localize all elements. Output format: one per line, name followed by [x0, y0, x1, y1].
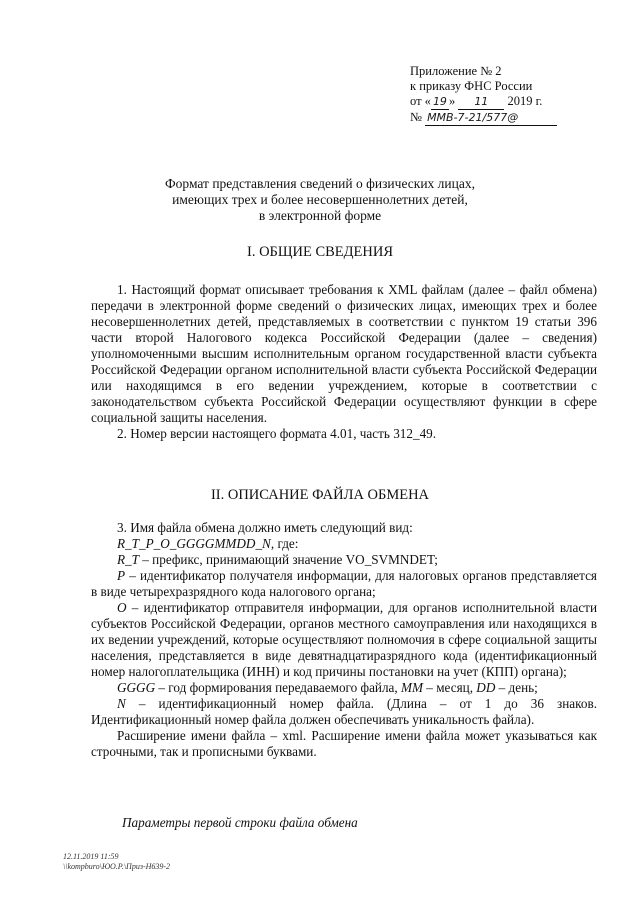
- appendix-number: № ММВ-7-21/577@: [410, 110, 557, 126]
- footer-timestamp: 12.11.2019 11:59: [63, 852, 119, 861]
- section-2-title: II. ОПИСАНИЕ ФАЙЛА ОБМЕНА: [210, 487, 430, 503]
- appendix-line2: к приказу ФНС России: [410, 79, 533, 93]
- params-heading: Параметры первой строки файла обмена: [122, 815, 358, 830]
- handwritten-day: 19: [432, 95, 447, 108]
- footer-path: \\kompburo\ЮО.Р.\Приз-Н639-2: [63, 862, 171, 871]
- paragraph-3: 3. Имя файла обмена должно иметь следующий вид:: [117, 520, 413, 535]
- file-name-pattern: R_T_P_O_GGGGMMDD_N, где:: [117, 536, 299, 551]
- section-1-title: I. ОБЩИЕ СВЕДЕНИЯ: [246, 244, 394, 260]
- handwritten-month: 11: [458, 94, 504, 110]
- appendix-date: от « 19 » 11 2019 г.: [410, 94, 543, 108]
- o-definition: O – идентификатор отправителя информации, для органов исполнительной власти субъектов Российской Федерации, органов местного самоуправления или находящихся в их ведении учреждений, которые осуществляют полномочия в сфере социальной защиты населения, представляется в виде девятнадцатиразрядного кода (идентификационный номер налогоплательщика (ИНН) и код причины постановки на учет (КПП) органа);: [91, 600, 597, 679]
- footer: [63, 852, 170, 872]
- handwritten-number: ММВ-7-21/577@: [425, 110, 557, 126]
- section-2-body: [91, 520, 597, 760]
- date-definition: GGGG – год формирования передаваемого файла, MM – месяц, DD – день;: [117, 680, 538, 695]
- appendix-block: [410, 64, 557, 126]
- document-title: Формат представления сведений о физических лицах, имеющих трех и более несовершеннолетних детей, в электронной форме: [165, 176, 475, 223]
- extension-paragraph: Расширение имени файла – xml. Расширение имени файла может указываться как строчными, так и прописными буквами.: [91, 728, 597, 759]
- rt-definition: R_T – префикс, принимающий значение VO_SVMNDET;: [117, 552, 438, 567]
- paragraph-1: 1. Настоящий формат описывает требования к XML файлам (далее – файл обмена) передачи в электронной форме сведений о физических лицах, имеющих трех и более несовершеннолетних детей, представляемых в соответствии с пунктом 19 статьи 396 части второй Налогового кодекса Российской Федерации (далее – сведения) уполномоченными высшим исполнительным органом государственной власти субъекта Российской Федерации органом исполнительной власти субъекта Российской Федерации или находящимся в его ведении учреждением, которые в соответствии с законодательством субъекта Российской Федерации осуществляют функции в сфере социальной защиты населения.: [91, 282, 597, 425]
- p-definition: P – идентификатор получателя информации, для налоговых органов представляется в виде четырехразрядного кода налогового органа;: [91, 568, 597, 599]
- n-definition: N – идентификационный номер файла. (Длина – от 1 до 36 знаков. Идентификационный номер файла должен обеспечивать уникальность файла).: [91, 696, 597, 727]
- section-1-body: [91, 282, 597, 442]
- appendix-line1: Приложение № 2: [410, 64, 502, 78]
- paragraph-2: 2. Номер версии настоящего формата 4.01, часть 312_49.: [117, 426, 437, 441]
